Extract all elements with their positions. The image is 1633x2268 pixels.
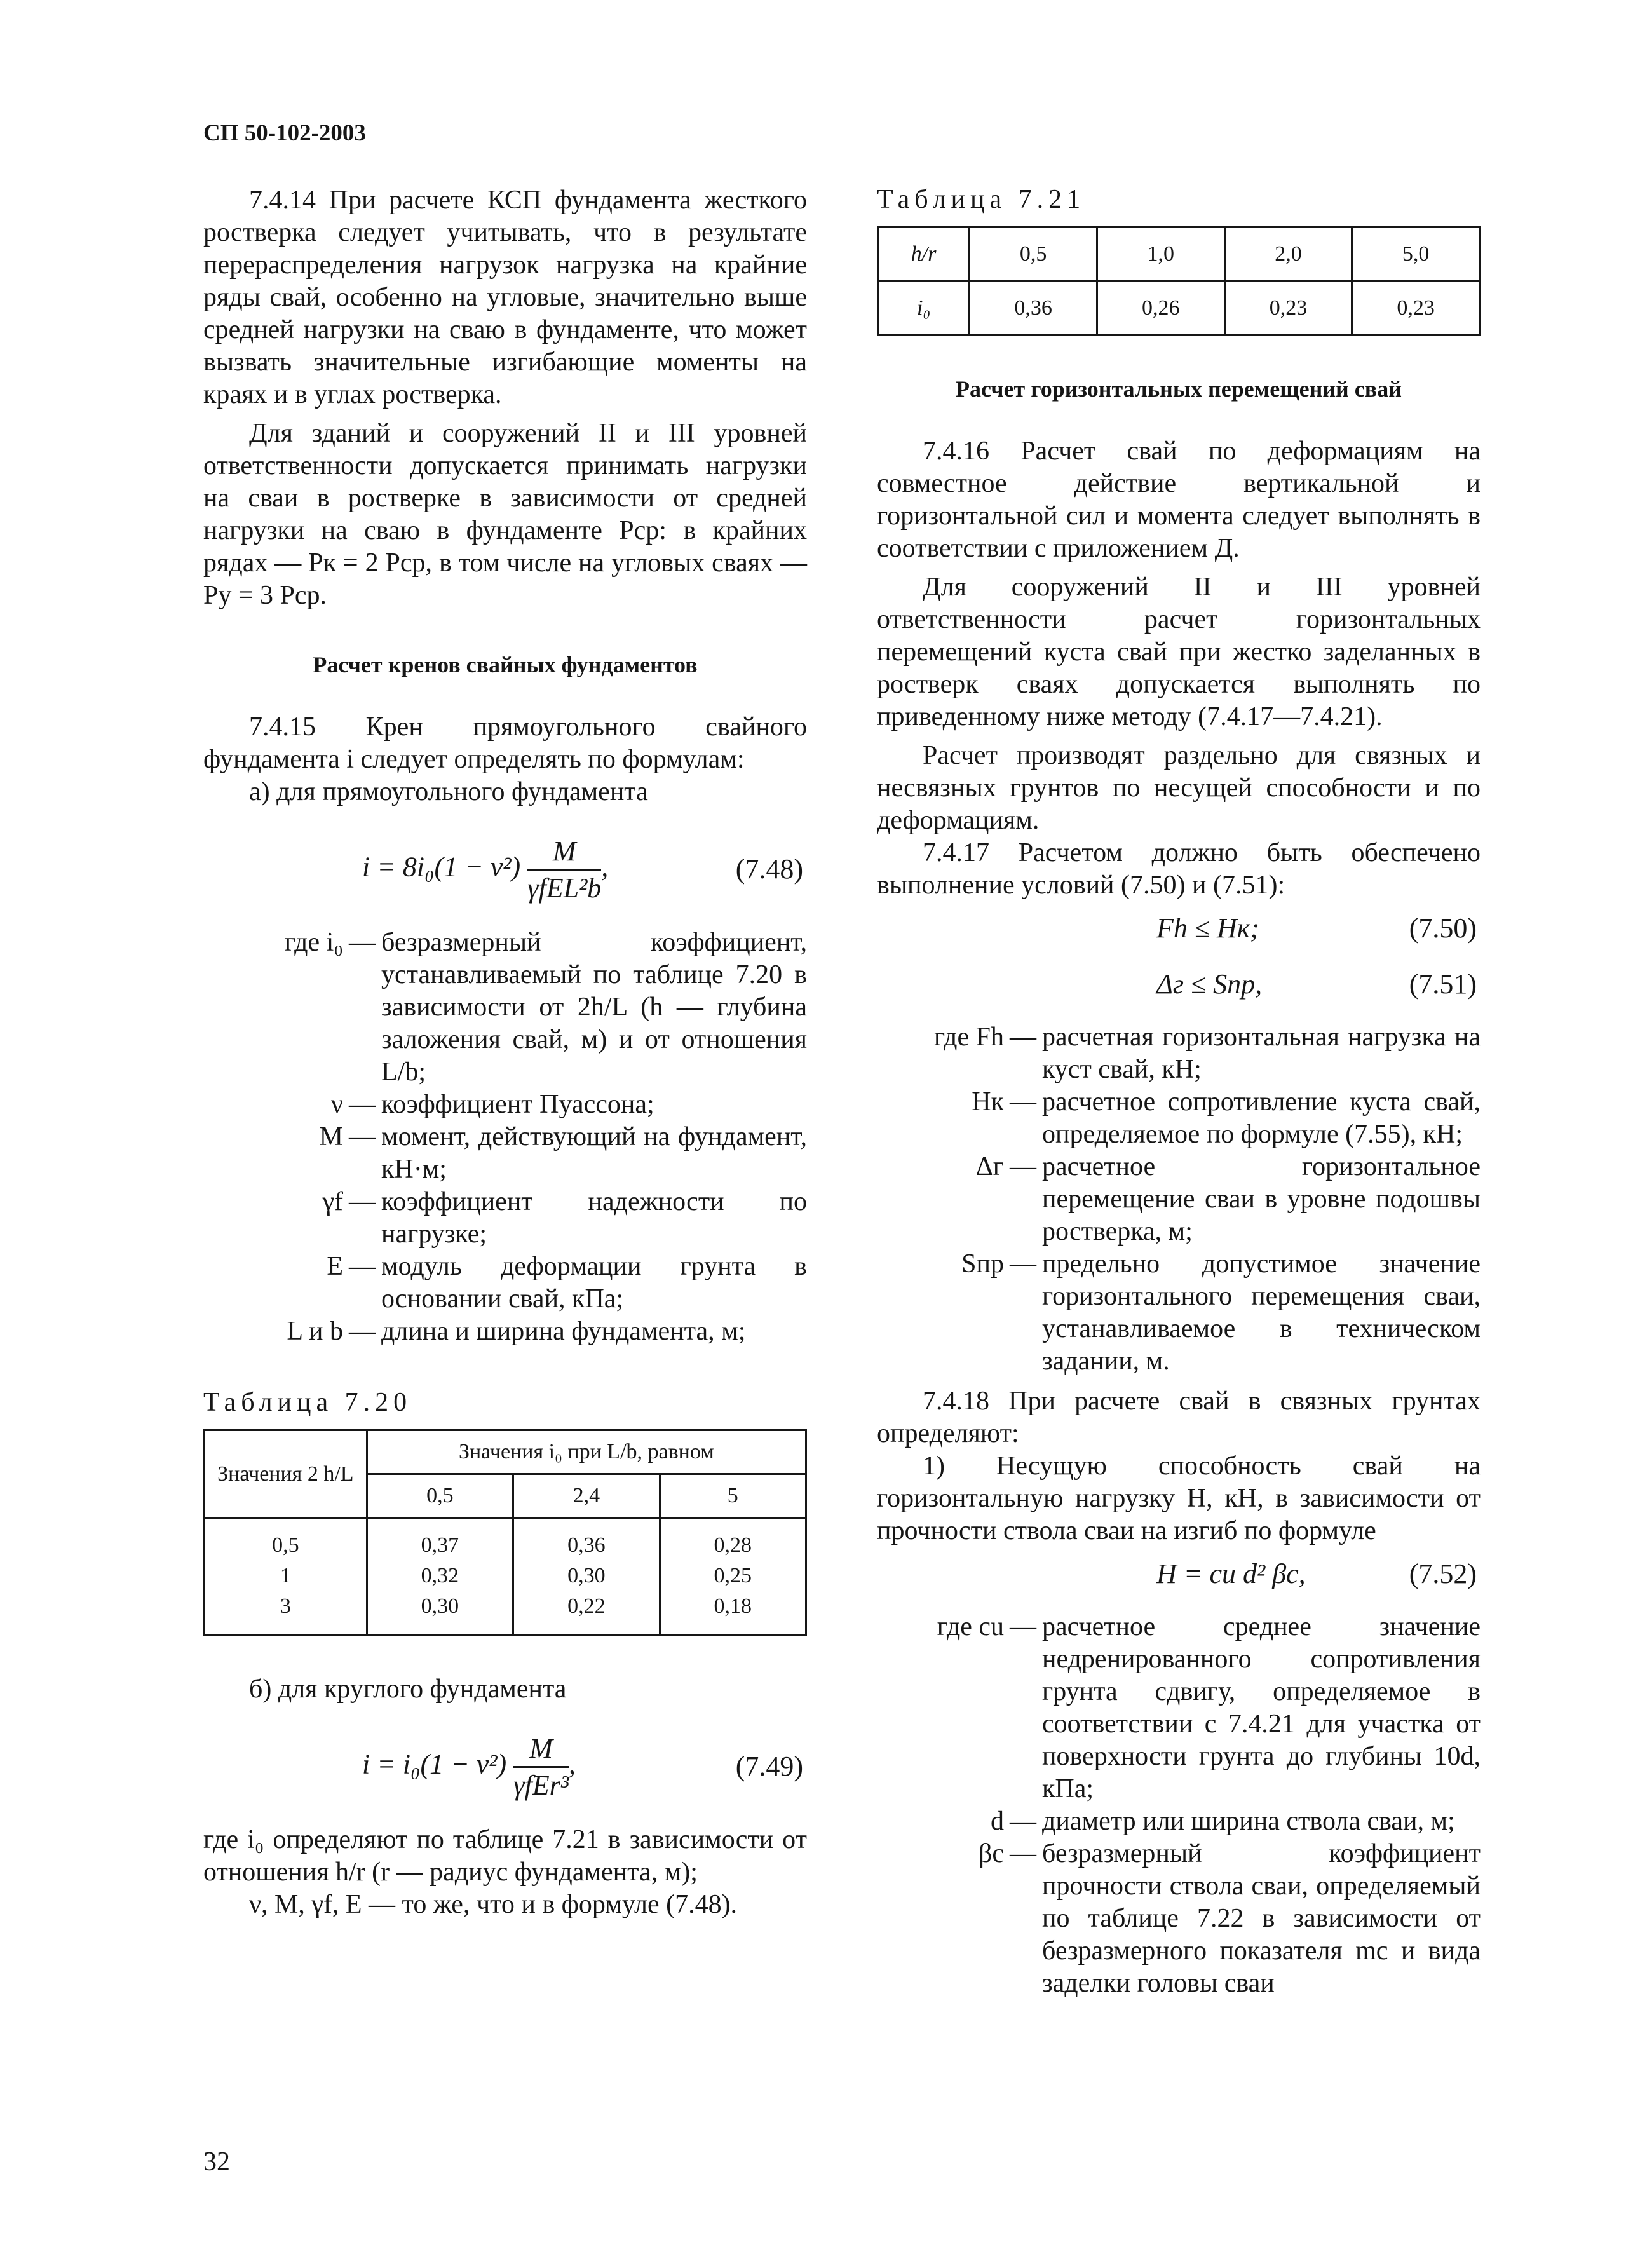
paragraph-separate-calc: Расчет производят раздельно для связных и несвязных грунтов по несущей способности и по деформациям. [877, 741, 1481, 835]
item-a-rectangular: а) для прямоугольного фундамента [249, 777, 648, 806]
table-cell-values: 0,36 0,30 0,22 [513, 1518, 660, 1636]
table-cell: 0,36 [970, 282, 1097, 336]
section-heading-horizontal: Расчет горизонтальных перемещений свай [956, 376, 1402, 402]
table-cell: 0,23 [1352, 282, 1480, 336]
definition-text: безразмерный коэффициент, устанавливаемый по таблице 7.20 в зависимости от 2h/L (h — глубина заложения свай, м) и от отношения L/b; [381, 928, 807, 1087]
definition-row [203, 1251, 807, 1315]
definition-term: E [327, 1252, 343, 1281]
definition-row [203, 1186, 807, 1251]
table-7-21-caption: Таблица 7.21 [877, 185, 1086, 214]
definition-dash: — [349, 1252, 376, 1281]
definitions-7-50 [877, 1021, 1481, 1378]
left-column [203, 184, 807, 1921]
formula-7-48-lhs: i = 8i₀(1 − ν²) [362, 851, 521, 883]
definition-dash: — [1010, 1612, 1036, 1641]
table-column-header: 0,5 [367, 1474, 513, 1518]
definition-dash: — [349, 1090, 376, 1119]
document-code-header: СП 50-102-2003 [203, 120, 366, 146]
definition-row [877, 1805, 1481, 1838]
definition-dash: — [1010, 1152, 1036, 1181]
right-column [877, 184, 1481, 2007]
formula-7-51-expression: Δг ≤ Sпр, [1156, 968, 1263, 1000]
definition-term: Hк [972, 1087, 1004, 1117]
paragraph-same-as: ν, M, γf, E — то же, что и в формуле (7.48). [249, 1890, 738, 1919]
table-group-header: Значения i₀ при L/b, равном [367, 1430, 806, 1474]
definitions-7-48 [203, 927, 807, 1348]
definition-text: момент, действующий на фундамент, кН·м; [381, 1122, 807, 1184]
formula-7-48-tail: , [601, 851, 609, 883]
definition-text: безразмерный коэффициент прочности ствола сваи, определяемый по таблице 7.22 в зависимости от безразмерного показателя mc и вида заделки головы сваи [1042, 1839, 1481, 1998]
formula-7-52-expression: H = cu d² βc, [1156, 1558, 1306, 1589]
definition-term: γf [322, 1187, 343, 1216]
definition-term: βc [978, 1839, 1004, 1868]
definition-term: Sпр [961, 1249, 1004, 1279]
table-header-row [205, 1430, 806, 1474]
formula-7-48-numerator: M [527, 835, 601, 871]
table-column-header: 2,4 [513, 1474, 660, 1518]
definition-dash: — [349, 928, 376, 957]
paragraph-responsibility-levels-2: Для сооружений II и III уровней ответственности расчет горизонтальных перемещений куста свай при жестко заделанных в ростверк сваях допускается выполнять по приведенному ниже методу (7.4.17—7.4.21). [877, 573, 1481, 731]
table-header-cell: 1,0 [1097, 227, 1224, 282]
paragraph-7-4-14: 7.4.14 При расчете КСП фундамента жесткого ростверка следует учитывать, что в результате перераспределения нагрузок нагрузка на крайние ряды свай, особенно на угловые, значительно выше средней нагрузки на сваю в фундаменте, что может вызвать значительные изгибающие моменты на краях и в углах ростверка. [203, 186, 807, 409]
table-cell: 0,23 [1224, 282, 1352, 336]
table-cell: 0,26 [1097, 282, 1224, 336]
formula-7-49-denominator: γfEr³ [513, 1770, 569, 1801]
paragraph-item-1: 1) Несущую способность свай на горизонтальную нагрузку H, кН, в зависимости от прочности ствола сваи на изгиб по формуле [877, 1451, 1481, 1545]
formula-7-48-denominator: γfEL²b [527, 873, 602, 904]
formula-7-48-number: (7.48) [735, 853, 803, 885]
definition-row [877, 1611, 1481, 1805]
formula-7-49 [203, 1717, 807, 1812]
table-header-cell: 5,0 [1352, 227, 1480, 282]
definition-text: расчетное горизонтальное перемещение сваи в уровне подошвы ростверка, м; [1042, 1152, 1481, 1246]
definition-term: где cu [937, 1612, 1004, 1641]
definition-row [877, 1248, 1481, 1378]
definition-text: длина и ширина фундамента, м; [381, 1317, 746, 1346]
definitions-7-52 [877, 1611, 1481, 2000]
definition-dash: — [1010, 1807, 1036, 1836]
page-number: 32 [203, 2147, 230, 2176]
table-column-header: 5 [660, 1474, 806, 1518]
formula-7-52 [877, 1547, 1481, 1603]
table-7-21 [877, 226, 1481, 336]
definition-text: расчетное среднее значение недренированного сопротивления грунта сдвигу, определяемое в соответствии с 7.4.21 для участка от поверхности грунта до глубины 10d, кПа; [1042, 1612, 1481, 1803]
definition-row [877, 1151, 1481, 1248]
formula-7-49-number: (7.49) [735, 1751, 803, 1782]
table-row [878, 282, 1480, 336]
formula-7-50-number: (7.50) [1409, 913, 1477, 944]
formula-7-48-fraction [527, 835, 601, 904]
definition-row [877, 1086, 1481, 1151]
formula-7-50-expression: Fh ≤ Hк; [1156, 913, 1260, 944]
table-header-cell: 0,5 [970, 227, 1097, 282]
paragraph-i0-table: где i₀ определяют по таблице 7.21 в зависимости от отношения h/r (r — радиус фундамента, м); [203, 1825, 807, 1887]
definition-dash: — [1010, 1249, 1036, 1279]
definition-dash: — [349, 1187, 376, 1216]
table-7-20-caption: Таблица 7.20 [203, 1388, 412, 1417]
definition-dash: — [1010, 1087, 1036, 1117]
definition-row [877, 1838, 1481, 2000]
table-cell-values: 0,37 0,32 0,30 [367, 1518, 513, 1636]
formula-7-49-lhs: i = i₀(1 − ν²) [362, 1748, 507, 1780]
definition-term: L и b [287, 1317, 343, 1346]
definition-row [877, 1021, 1481, 1086]
definition-row [203, 1121, 807, 1186]
definition-term: M [319, 1122, 343, 1151]
definition-row [203, 927, 807, 1089]
definition-text: коэффициент надежности по нагрузке; [381, 1187, 807, 1249]
table-body-row [205, 1518, 806, 1636]
formula-7-49-fraction [513, 1732, 569, 1802]
formula-7-52-number: (7.52) [1409, 1558, 1477, 1589]
item-b-circular: б) для круглого фундамента [249, 1674, 567, 1704]
table-7-20 [203, 1429, 807, 1636]
definition-row [203, 1315, 807, 1348]
formula-7-48 [203, 820, 807, 915]
definition-text: предельно допустимое значение горизонтального перемещения сваи, устанавливаемое в техническом задании, м. [1042, 1249, 1481, 1376]
formula-7-51 [877, 958, 1481, 1014]
section-heading-heel: Расчет кренов свайных фундаментов [313, 652, 698, 677]
table-header-row [878, 227, 1480, 282]
definition-text: расчетная горизонтальная нагрузка на куст свай, кН; [1042, 1022, 1481, 1084]
definition-term: где i₀ [285, 928, 343, 957]
table-row-labels: 0,5 1 3 [205, 1518, 367, 1636]
formula-7-49-numerator: M [513, 1732, 569, 1768]
paragraph-7-4-16: 7.4.16 Расчет свай по деформациям на совместное действие вертикальной и горизонтальной сил и момента следует выполнять в соответствии с приложением Д. [877, 437, 1481, 563]
definition-term: Δг [975, 1152, 1004, 1181]
paragraph-7-4-17: 7.4.17 Расчетом должно быть обеспечено выполнение условий (7.50) и (7.51): [877, 838, 1481, 900]
table-cell-values: 0,28 0,25 0,18 [660, 1518, 806, 1636]
definition-term: d [991, 1807, 1004, 1836]
definition-row [203, 1089, 807, 1121]
definition-dash: — [1010, 1839, 1036, 1868]
definition-dash: — [1010, 1022, 1036, 1052]
formula-7-51-number: (7.51) [1409, 968, 1477, 1000]
table-cell: i₀ [878, 282, 970, 336]
table-header-cell: 2,0 [1224, 227, 1352, 282]
formula-7-50 [877, 902, 1481, 958]
paragraph-7-4-18: 7.4.18 При расчете свай в связных грунтах определяют: [877, 1387, 1481, 1448]
definition-dash: — [349, 1317, 376, 1346]
definition-text: расчетное сопротивление куста свай, определяемое по формуле (7.55), кН; [1042, 1087, 1481, 1149]
table-header-cell: h/r [878, 227, 970, 282]
paragraph-responsibility-levels: Для зданий и сооружений II и III уровней ответственности допускается принимать нагрузки на сваи в ростверке в зависимости от средней нагрузки на сваю в фундаменте Pср: в крайних рядах — Pк = 2 Pср, в том числе на угловых сваях — Pу = 3 Pср. [203, 419, 807, 610]
definition-text: диаметр или ширина ствола сваи, м; [1042, 1807, 1455, 1836]
definition-text: коэффициент Пуассона; [381, 1090, 654, 1119]
definition-term: где Fh [933, 1022, 1004, 1052]
formula-7-49-tail: , [568, 1748, 576, 1780]
table-row-header: Значения 2 h/L [205, 1430, 367, 1518]
definition-term: ν [331, 1090, 343, 1119]
paragraph-7-4-15: 7.4.15 Крен прямоугольного свайного фундамента i следует определять по формулам: [203, 712, 807, 774]
definition-dash: — [349, 1122, 376, 1151]
definition-text: модуль деформации грунта в основании свай, кПа; [381, 1252, 807, 1314]
